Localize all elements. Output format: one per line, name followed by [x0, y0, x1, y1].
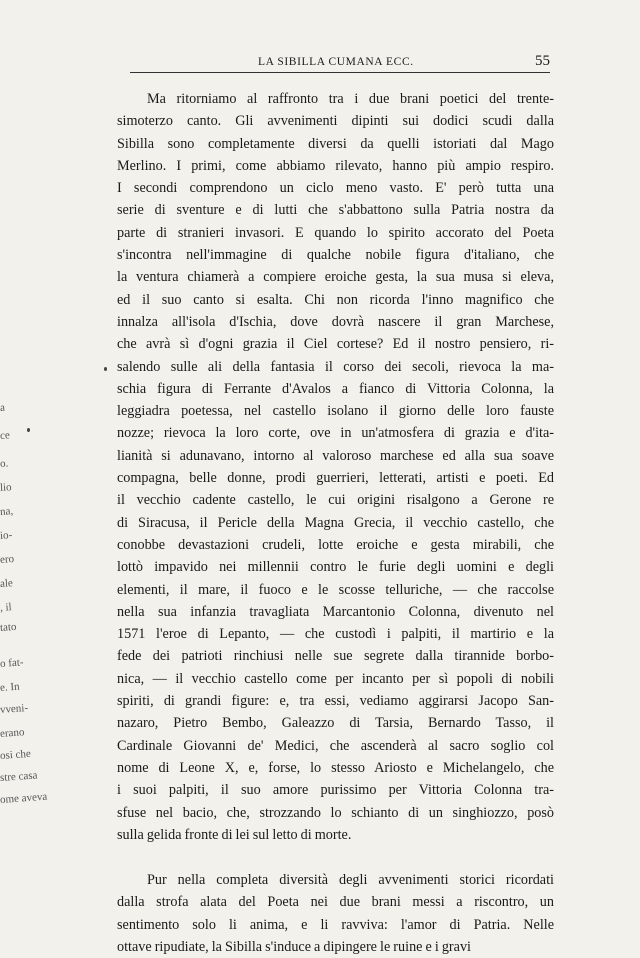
- text-line: dalla strofa alata del Poeta nei due brani messi a riscontro, un: [117, 894, 554, 911]
- text-line: ed il suo canto si esalta. Chi non ricorda l'inno magnifico che: [117, 291, 554, 308]
- text-line: la ventura chiamerà a compiere eroiche gesta, la sua musa si eleva,: [117, 269, 554, 286]
- text-line: nella sua infanzia travagliata Marcantonio Colonna, divenuto nel: [117, 603, 554, 620]
- margin-fragment: na,: [0, 505, 14, 518]
- margin-fragment: io-: [0, 529, 13, 542]
- page-number: 55: [535, 53, 550, 69]
- margin-fragment: , il: [0, 601, 13, 614]
- text-line: nica, — il vecchio castello come per incanto per sì popoli di nobili: [117, 670, 554, 687]
- running-header: [130, 53, 550, 72]
- text-line: nazaro, Pietro Bembo, Galeazzo di Tarsia, Bernardo Tasso, il: [117, 715, 554, 732]
- text-line: Ma ritorniamo al raffronto tra i due brani poetici del trente-: [147, 91, 554, 107]
- margin-fragment: ce: [0, 429, 11, 442]
- margin-fragment: osi che: [0, 747, 32, 762]
- margin-mark: [27, 428, 30, 432]
- paragraph: [117, 88, 554, 846]
- text-line: parte di stranieri invasori. E quando lo spirito accorato del Poeta: [117, 224, 554, 241]
- margin-fragment: lio: [0, 481, 13, 494]
- text-line: sulla gelida fronte di lei sul letto di morte.: [117, 826, 352, 843]
- text-line: di Siracusa, il Pericle della Magna Grecia, il vecchio castello, che: [117, 514, 554, 531]
- margin-fragment: o fat-: [0, 656, 24, 670]
- paragraph-gap: [117, 846, 554, 869]
- margin-fragment: vveni-: [0, 702, 29, 716]
- header-rule: [130, 72, 550, 73]
- text-line: Pur nella completa diversità degli avvenimenti storici ricordati: [147, 872, 554, 889]
- text-line: compagna, belle donne, prodi guerrieri, letterati, artisti e poeti. Ed: [117, 470, 554, 487]
- text-line: sentimento solo li anima, e li ravviva: l'amor di Patria. Nelle: [117, 916, 554, 933]
- text-line: ottave ripudiate, la Sibilla s'induce a dipingere le ruine e i gravi: [117, 938, 471, 955]
- text-line: simoterzo canto. Gli avvenimenti dipinti sui dodici scudi dalla: [117, 113, 554, 130]
- text-line: il vecchio cadente castello, le cui origini risalgono a Gerone re: [117, 492, 554, 509]
- text-line: leggiadra poetessa, nel castello isolano il giorno delle loro fauste: [117, 403, 554, 420]
- text-line: nome di Leone X, e, forse, lo stesso Ariosto e Michelangelo, che: [117, 759, 554, 776]
- running-title: LA SIBILLA CUMANA ECC.: [258, 56, 414, 68]
- body-text: [117, 88, 554, 958]
- margin-fragment: ero: [0, 553, 15, 566]
- text-line: lianità si adunavano, intorno al valoroso marchese ed alla sua soave: [117, 447, 554, 464]
- text-line: spiriti, di grandi figure: e, tra essi, vediamo aggirarsi Jacopo San-: [117, 693, 554, 710]
- text-line: elementi, il mare, il fuoco e le scosse telluriche, — che raccolse: [117, 581, 554, 598]
- text-line: lottò impavido nei millennii contro le furie degli uomini e degli: [117, 559, 554, 576]
- margin-fragment: stre casa: [0, 769, 38, 784]
- text-line: sfuse nel bacio, che, strozzando lo schianto di un singhiozzo, posò: [117, 804, 554, 821]
- margin-fragment: erano: [0, 726, 25, 740]
- text-line: salendo sulle ali della fantasia il corso dei secoli, rievoca la ma-: [117, 358, 554, 375]
- margin-mark: [104, 367, 107, 371]
- text-line: schia figura di Ferrante d'Avalos a fianco di Vittoria Colonna, la: [117, 380, 554, 397]
- text-line: fede dei patrioti rinchiusi nelle sue segrete dalla tirannide borbo-: [117, 648, 554, 665]
- margin-fragment: o.: [0, 457, 9, 470]
- text-line: Cardinale Giovanni de' Medici, che ascenderà al sacro soglio col: [117, 737, 554, 754]
- margin-fragment: ale: [0, 577, 14, 590]
- text-line: innalza all'isola d'Ischia, dove dovrà nascere il gran Marchese,: [117, 313, 554, 330]
- margin-fragment: a: [0, 401, 6, 414]
- text-line: conobbe devastazioni crudeli, lotte eroiche e gesta mirabili, che: [117, 536, 554, 553]
- text-line: nozze; rievoca la loro corte, ove in un'atmosfera di grazia e d'ita-: [117, 425, 554, 442]
- text-line: i suoi palpiti, il suo amore purissimo per Vittoria Colonna tra-: [117, 782, 554, 799]
- margin-fragment: tato: [0, 620, 17, 634]
- paragraph: [117, 869, 554, 958]
- text-line: Merlino. I primi, come abbiamo rilevato, hanno più ampio respiro.: [117, 157, 554, 174]
- text-line: s'incontra nell'immagine di qualche nobile figura d'italiano, che: [117, 247, 554, 264]
- facing-page-bleed: [0, 390, 60, 810]
- text-line: Sibilla sono completamente diversi da quelli istoriati dal Mago: [117, 135, 554, 152]
- margin-fragment: ome aveva: [0, 790, 48, 806]
- text-line: 1571 l'eroe di Lepanto, — che custodì i palpiti, il martirio e la: [117, 626, 554, 643]
- text-line: I secondi comprendono un ciclo meno vasto. E' però tutta una: [117, 180, 554, 197]
- text-line: serie di sventure e di lutti che s'abbattono sulla Patria nostra da: [117, 202, 554, 219]
- margin-fragment: e. In: [0, 680, 20, 694]
- text-line: che avrà sì d'ogni grazia il Ciel cortese? Ed il nostro pensiero, ri-: [117, 336, 554, 353]
